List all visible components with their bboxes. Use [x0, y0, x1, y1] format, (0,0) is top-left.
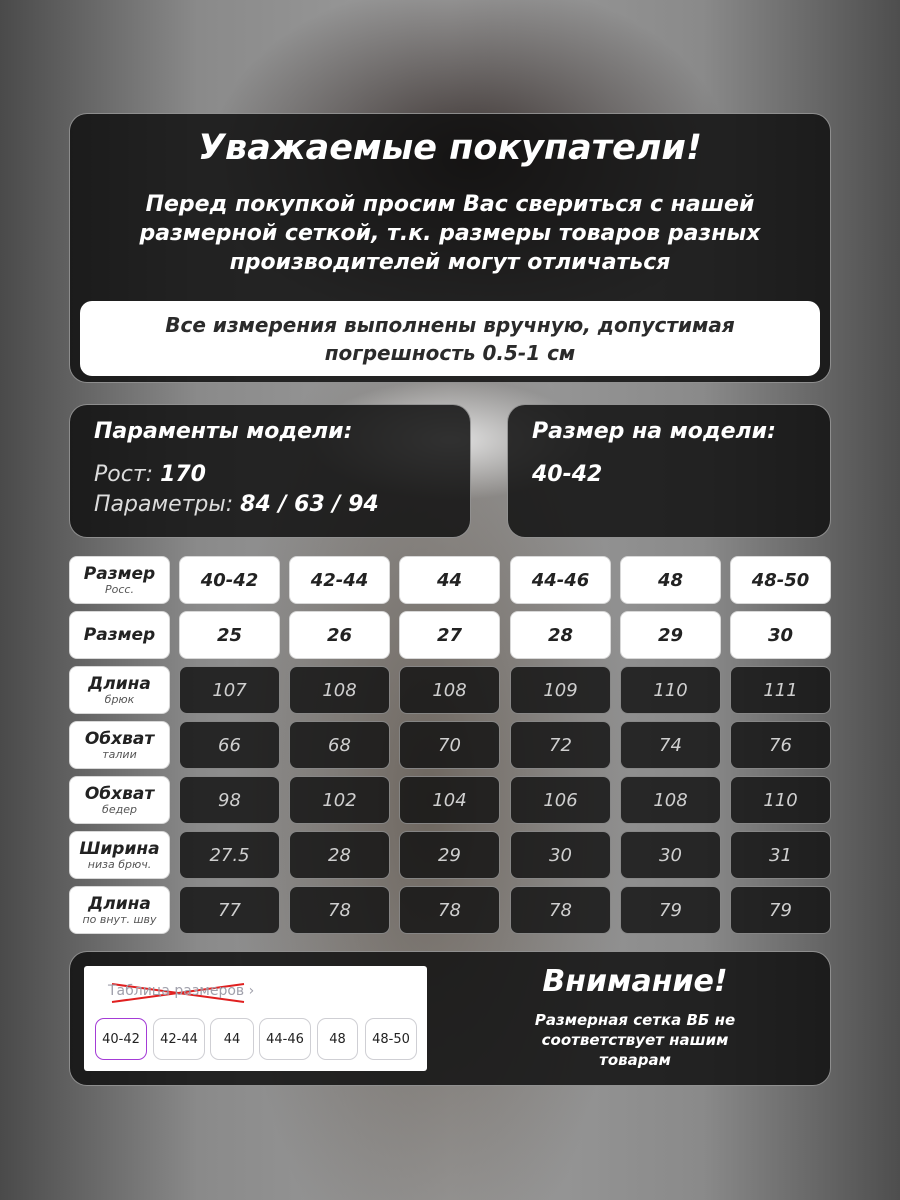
size-table-cell: 28: [289, 831, 390, 879]
size-table-cell: 44-46: [510, 556, 611, 604]
size-table-cell: 30: [620, 831, 721, 879]
size-table-cell: 31: [730, 831, 831, 879]
size-table-cell: 40-42: [179, 556, 280, 604]
wb-size-chip: 44-46: [259, 1018, 311, 1060]
wb-size-chip: 48-50: [365, 1018, 417, 1060]
size-table-cell: 79: [730, 886, 831, 934]
size-row-label-main: Длина: [88, 673, 151, 694]
size-table-cell: 44: [399, 556, 500, 604]
size-table-cell: 48-50: [730, 556, 831, 604]
model-height-label: Рост:: [94, 462, 154, 487]
size-table-cell: 110: [620, 666, 721, 714]
attention-card: [69, 951, 831, 1086]
size-row-label-sub: брюк: [104, 692, 135, 706]
size-row-label-sub: низа брюч.: [87, 857, 152, 871]
page-title: Уважаемые покупатели!: [198, 128, 702, 168]
model-height: [94, 462, 206, 487]
size-table-cell: 29: [620, 611, 721, 659]
size-table-cell: 72: [510, 721, 611, 769]
size-table-cell: 107: [179, 666, 280, 714]
wb-size-chip: 40-42: [95, 1018, 147, 1060]
model-params-card: [69, 404, 471, 538]
size-table-cell: 78: [510, 886, 611, 934]
size-row-label-sub: бедер: [102, 802, 137, 816]
size-table-cell: 102: [289, 776, 390, 824]
model-measurements: [94, 492, 379, 517]
size-table-cell: 74: [620, 721, 721, 769]
model-size-heading: Размер на модели:: [532, 419, 776, 444]
size-table-cell: 68: [289, 721, 390, 769]
size-table-cell: 66: [179, 721, 280, 769]
size-row-label-main: Длина: [88, 893, 151, 914]
size-table-cell: 70: [399, 721, 500, 769]
wb-size-table-link: [108, 983, 254, 999]
wb-size-table-title: Таблица размеров: [108, 983, 245, 999]
header-card: [69, 113, 831, 383]
model-params-value: 84 / 63 / 94: [240, 492, 379, 517]
model-params-label: Параметры:: [94, 492, 234, 517]
size-table-cell: 79: [620, 886, 721, 934]
size-table-cell: 78: [399, 886, 500, 934]
model-height-value: 170: [160, 462, 206, 487]
size-table-cell: 48: [620, 556, 721, 604]
measurement-note: Все измерения выполнены вручную, допустимая погрешность 0.5-1 см: [80, 301, 820, 376]
size-table-cell: 111: [730, 666, 831, 714]
chevron-right-icon: ›: [248, 983, 255, 999]
size-row-label-sub: Росс.: [105, 582, 134, 596]
attention-title: Внимание!: [542, 964, 728, 999]
size-row-label: [69, 831, 170, 879]
size-table-cell: 108: [289, 666, 390, 714]
size-table-cell: 77: [179, 886, 280, 934]
header-description: Перед покупкой просим Вас свериться с нашей размерной сеткой, т.к. размеры товаров разных производителей могут отличаться: [139, 192, 761, 275]
size-row-label-main: Размер: [83, 625, 156, 645]
size-table-cell: 30: [510, 831, 611, 879]
size-row-label: [69, 611, 170, 659]
size-table-cell: 109: [510, 666, 611, 714]
wb-size-chip: 42-44: [153, 1018, 205, 1060]
size-table-cell: 42-44: [289, 556, 390, 604]
size-table-cell: 76: [730, 721, 831, 769]
size-row-label: [69, 886, 170, 934]
size-table-cell: 27: [399, 611, 500, 659]
size-row-label-main: Обхват: [84, 783, 155, 804]
size-table-cell: 25: [179, 611, 280, 659]
model-params-heading: Параменты модели:: [94, 419, 353, 444]
size-row-label-sub: талии: [102, 747, 137, 761]
size-table-cell: 27.5: [179, 831, 280, 879]
model-size-card: [507, 404, 831, 538]
size-table-cell: 26: [289, 611, 390, 659]
size-table-cell: 28: [510, 611, 611, 659]
size-row-label: [69, 721, 170, 769]
model-size-value: 40-42: [532, 462, 603, 487]
size-table-cell: 29: [399, 831, 500, 879]
size-table-cell: 30: [730, 611, 831, 659]
attention-text: Размерная сетка ВБ не соответствует нашим товарам: [534, 1011, 736, 1069]
size-table-cell: 104: [399, 776, 500, 824]
size-row-label-main: Обхват: [84, 728, 155, 749]
wb-size-selector-example: [84, 966, 427, 1071]
size-row-label-main: Ширина: [79, 838, 160, 859]
size-row-label-main: Размер: [83, 563, 156, 584]
size-row-label: [69, 556, 170, 604]
size-table-cell: 108: [620, 776, 721, 824]
size-row-label-sub: по внут. шву: [82, 912, 157, 926]
size-row-label: [69, 776, 170, 824]
size-row-label: [69, 666, 170, 714]
size-table-cell: 98: [179, 776, 280, 824]
size-table-cell: 110: [730, 776, 831, 824]
size-table-cell: 106: [510, 776, 611, 824]
size-table-cell: 78: [289, 886, 390, 934]
size-table-cell: 108: [399, 666, 500, 714]
wb-size-chip: 44: [210, 1018, 254, 1060]
wb-size-chip: 48: [317, 1018, 358, 1060]
